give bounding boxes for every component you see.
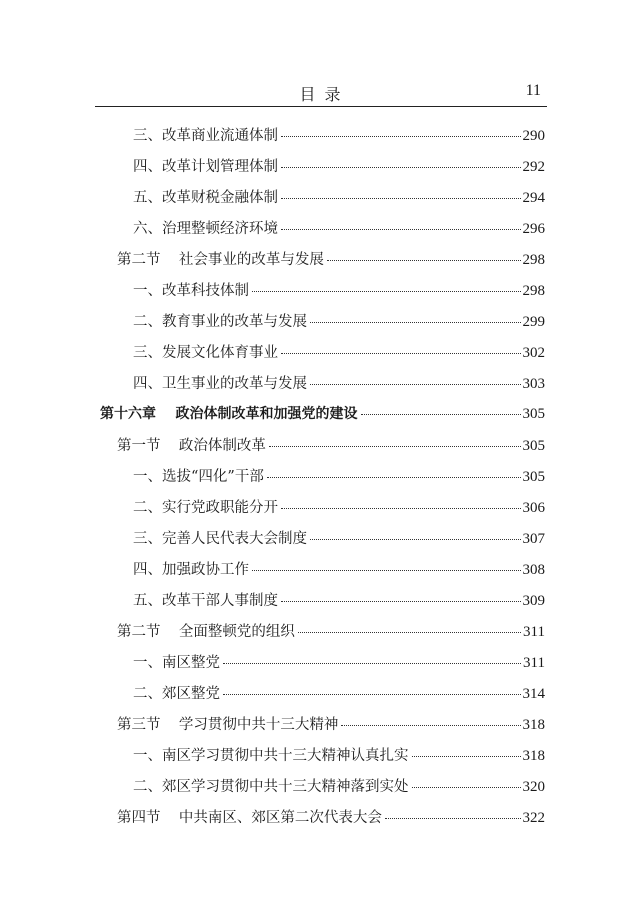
toc-entry <box>133 186 545 208</box>
toc-entry <box>133 465 545 487</box>
dot-leader <box>281 508 521 509</box>
toc-entry <box>133 527 545 549</box>
dot-leader <box>252 291 521 292</box>
dot-leader <box>327 260 521 261</box>
dot-leader <box>341 725 520 726</box>
entry-page: 305 <box>522 469 545 485</box>
dot-leader <box>412 756 521 757</box>
entry-page: 306 <box>522 500 545 516</box>
entry-label: 二、实行党政职能分开 <box>133 500 278 516</box>
entry-label: 六、治理整顿经济环境 <box>133 221 278 237</box>
entry-label: 四、加强政协工作 <box>133 562 249 578</box>
entry-label: 二、郊区整党 <box>133 686 220 702</box>
toc-section <box>117 806 545 828</box>
entry-page: 318 <box>522 717 545 733</box>
entry-page: 320 <box>522 779 545 795</box>
dot-leader <box>385 818 521 819</box>
toc-entry <box>133 744 545 766</box>
entry-page: 290 <box>522 128 545 144</box>
entry-page: 311 <box>523 624 545 640</box>
entry-label: 二、郊区学习贯彻中共十三大精神落到实处 <box>133 779 409 795</box>
dot-leader <box>223 694 521 695</box>
toc-entry <box>133 155 545 177</box>
entry-label: 一、改革科技体制 <box>133 283 249 299</box>
dot-leader <box>223 663 521 664</box>
dot-leader <box>298 632 521 633</box>
dot-leader <box>412 787 521 788</box>
dot-leader <box>281 167 521 168</box>
entry-label: 五、改革财税金融体制 <box>133 190 278 206</box>
header-title: 目 录 <box>299 85 343 104</box>
toc-entry <box>133 279 545 301</box>
entry-label: 一、选拔“四化”干部 <box>133 469 264 485</box>
toc-section <box>117 248 545 270</box>
dot-leader <box>281 601 521 602</box>
entry-page: 302 <box>522 345 545 361</box>
toc-entry <box>133 372 545 394</box>
entry-label: 一、南区学习贯彻中共十三大精神认真扎实 <box>133 748 409 764</box>
toc-entry <box>133 558 545 580</box>
dot-leader <box>361 414 521 415</box>
entry-page: 314 <box>522 686 545 702</box>
entry-label: 第一节 政治体制改革 <box>117 438 266 454</box>
entry-page: 307 <box>522 531 545 547</box>
page-header <box>95 76 547 107</box>
entry-page: 303 <box>522 376 545 392</box>
toc-section <box>117 434 545 456</box>
entry-page: 292 <box>522 159 545 175</box>
entry-label: 二、教育事业的改革与发展 <box>133 314 307 330</box>
toc-entry <box>133 217 545 239</box>
entry-label: 五、改革干部人事制度 <box>133 593 278 609</box>
entry-label: 三、完善人民代表大会制度 <box>133 531 307 547</box>
header-page-number: 11 <box>525 82 541 99</box>
toc-entry <box>133 682 545 704</box>
entry-page: 318 <box>522 748 545 764</box>
dot-leader <box>281 136 521 137</box>
entry-label: 四、改革计划管理体制 <box>133 159 278 175</box>
dot-leader <box>281 353 521 354</box>
toc-entry <box>133 589 545 611</box>
entry-label: 三、改革商业流通体制 <box>133 128 278 144</box>
dot-leader <box>281 198 521 199</box>
entry-label: 一、南区整党 <box>133 655 220 671</box>
toc-entry <box>133 775 545 797</box>
toc-entry <box>133 124 545 146</box>
entry-page: 299 <box>522 314 545 330</box>
entry-page: 298 <box>522 252 545 268</box>
dot-leader <box>252 570 521 571</box>
toc-chapter <box>100 403 545 425</box>
toc-section <box>117 620 545 642</box>
entry-label: 第四节 中共南区、郊区第二次代表大会 <box>117 810 382 826</box>
entry-label: 第三节 学习贯彻中共十三大精神 <box>117 717 339 733</box>
toc-entry <box>133 651 545 673</box>
entry-label: 第二节 全面整顿党的组织 <box>117 624 295 640</box>
entry-label: 三、发展文化体育事业 <box>133 345 278 361</box>
entry-page: 298 <box>522 283 545 299</box>
entry-page: 309 <box>522 593 545 609</box>
dot-leader <box>310 539 521 540</box>
entry-page: 294 <box>522 190 545 206</box>
dot-leader <box>310 322 521 323</box>
toc-section <box>117 713 545 735</box>
entry-page: 296 <box>522 221 545 237</box>
entry-label: 四、卫生事业的改革与发展 <box>133 376 307 392</box>
dot-leader <box>310 384 521 385</box>
toc-entry <box>133 310 545 332</box>
dot-leader <box>267 477 521 478</box>
toc-entry <box>133 496 545 518</box>
toc-entry <box>133 341 545 363</box>
entry-page: 305 <box>522 438 545 454</box>
entry-label: 第二节 社会事业的改革与发展 <box>117 252 324 268</box>
entry-page: 322 <box>522 810 545 826</box>
dot-leader <box>281 229 521 230</box>
entry-page: 311 <box>523 655 545 671</box>
entry-label: 第十六章 政治体制改革和加强党的建设 <box>100 406 358 422</box>
dot-leader <box>269 446 521 447</box>
entry-page: 305 <box>522 406 545 422</box>
entry-page: 308 <box>522 562 545 578</box>
